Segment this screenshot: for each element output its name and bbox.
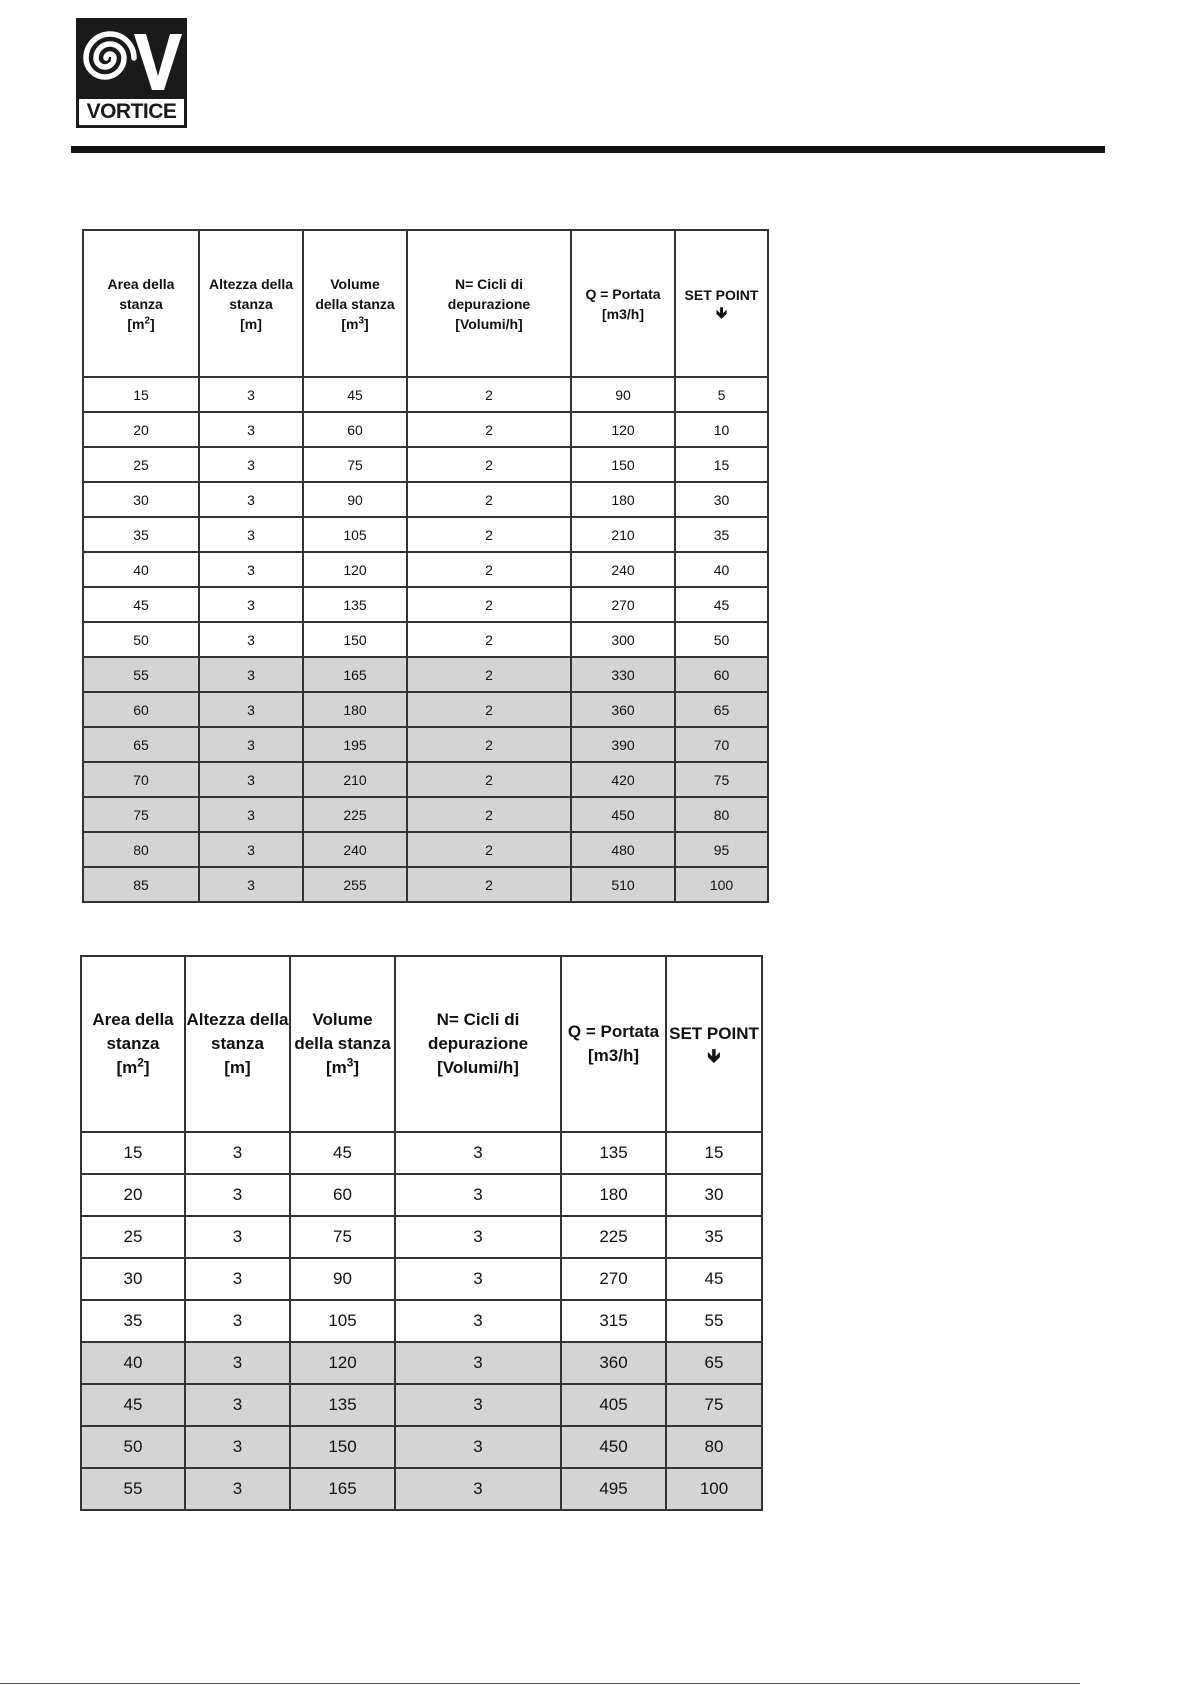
table-row [81,1384,762,1426]
cell-set-point: 50 [675,622,768,657]
cell-volume: 195 [303,727,407,762]
cell-cicli: 2 [407,552,571,587]
table-row [83,692,768,727]
header-line: Volume [330,275,380,292]
header-portata [561,956,666,1132]
cell-cicli: 3 [395,1426,561,1468]
header-line: Area della [107,275,175,292]
cell-set-point: 5 [675,377,768,412]
cell-portata: 270 [571,587,675,622]
header-line: depurazione [447,295,531,312]
cell-volume: 120 [290,1342,395,1384]
cell-altezza: 3 [185,1468,290,1510]
cell-area: 60 [83,692,199,727]
cell-portata: 495 [561,1468,666,1510]
cell-cicli: 2 [407,832,571,867]
cell-set-point: 10 [675,412,768,447]
cell-cicli: 2 [407,622,571,657]
header-unit-exponent: 2 [144,314,150,326]
cell-set-point: 65 [675,692,768,727]
cell-cicli: 3 [395,1300,561,1342]
cell-altezza: 3 [199,587,303,622]
header-line: [m3/h] [588,1046,639,1065]
cell-volume: 165 [303,657,407,692]
header-portata [571,230,675,377]
cell-altezza: 3 [199,832,303,867]
cell-altezza: 3 [199,727,303,762]
table-row [83,377,768,412]
header-line: Area della [92,1010,174,1029]
cell-set-point: 30 [666,1174,762,1216]
cell-area: 70 [83,762,199,797]
table-row [81,1216,762,1258]
table-row [81,1174,762,1216]
cell-area: 40 [83,552,199,587]
header-unit: [m [116,1058,138,1077]
cell-altezza: 3 [199,447,303,482]
cell-portata: 240 [571,552,675,587]
table-row [83,447,768,482]
cell-area: 50 [83,622,199,657]
cell-set-point: 100 [675,867,768,902]
header-set-point [675,230,768,377]
arrow-down-icon: 🡻 [715,305,728,323]
cell-cicli: 2 [407,447,571,482]
cell-volume: 90 [303,482,407,517]
cell-cicli: 2 [407,412,571,447]
spiral-v-icon [76,18,187,100]
cell-portata: 330 [571,657,675,692]
table-cycles-3 [80,955,763,1511]
cell-altezza: 3 [185,1132,290,1174]
cell-altezza: 3 [185,1384,290,1426]
table-row [81,1300,762,1342]
table-row [83,797,768,832]
cell-altezza: 3 [185,1216,290,1258]
cell-volume: 240 [303,832,407,867]
cell-set-point: 100 [666,1468,762,1510]
cell-volume: 150 [290,1426,395,1468]
table-row [83,552,768,587]
cell-set-point: 75 [666,1384,762,1426]
cell-cicli: 3 [395,1384,561,1426]
cell-volume: 150 [303,622,407,657]
cell-volume: 180 [303,692,407,727]
cell-set-point: 80 [675,797,768,832]
cell-area: 85 [83,867,199,902]
cell-volume: 75 [303,447,407,482]
cell-altezza: 3 [199,762,303,797]
cell-altezza: 3 [199,517,303,552]
cell-area: 55 [81,1468,185,1510]
cell-area: 15 [83,377,199,412]
cell-area: 75 [83,797,199,832]
cell-cicli: 2 [407,517,571,552]
cell-area: 15 [81,1132,185,1174]
table-row [83,867,768,902]
cell-area: 45 [81,1384,185,1426]
cell-set-point: 35 [666,1216,762,1258]
cell-area: 25 [81,1216,185,1258]
cell-set-point: 45 [666,1258,762,1300]
header-volume [303,230,407,377]
footer-rule [0,1683,1080,1684]
header-unit-exponent: 2 [137,1055,144,1070]
cell-cicli: 2 [407,727,571,762]
cell-area: 80 [83,832,199,867]
cell-cicli: 3 [395,1132,561,1174]
cell-area: 65 [83,727,199,762]
header-line: Altezza della [208,275,294,292]
cell-altezza: 3 [199,867,303,902]
cell-portata: 450 [561,1426,666,1468]
header-unit: [m] [240,315,262,332]
cell-portata: 480 [571,832,675,867]
header-altezza [199,230,303,377]
cell-altezza: 3 [185,1258,290,1300]
header-unit: [m [127,315,145,332]
cell-portata: 225 [561,1216,666,1258]
cell-set-point: 30 [675,482,768,517]
header-cicli [407,230,571,377]
cell-altezza: 3 [199,482,303,517]
cell-altezza: 3 [185,1174,290,1216]
cell-altezza: 3 [199,552,303,587]
cell-area: 35 [81,1300,185,1342]
header-line: SET POINT [669,1024,759,1044]
table-row [83,657,768,692]
cell-set-point: 70 [675,727,768,762]
table-row [83,832,768,867]
cell-cicli: 2 [407,377,571,412]
header-cicli [395,956,561,1132]
cell-volume: 60 [303,412,407,447]
cell-portata: 360 [571,692,675,727]
vortice-logo [76,18,187,128]
cell-cicli: 2 [407,587,571,622]
cell-cicli: 2 [407,867,571,902]
cell-altezza: 3 [199,412,303,447]
cell-volume: 75 [290,1216,395,1258]
table-cycles-2 [82,229,769,903]
cell-cicli: 3 [395,1174,561,1216]
cell-cicli: 2 [407,692,571,727]
header-unit-end: ] [353,1058,360,1077]
header-unit-end: ] [143,1058,150,1077]
cell-volume: 105 [303,517,407,552]
cell-area: 30 [81,1258,185,1300]
header-line: stanza [119,295,163,312]
cell-portata: 300 [571,622,675,657]
header-rule [71,146,1105,153]
header-line: della stanza [294,1034,391,1053]
header-line: Volume [312,1010,373,1029]
cell-cicli: 2 [407,762,571,797]
cell-portata: 180 [561,1174,666,1216]
table-row [81,1258,762,1300]
table-row [81,1132,762,1174]
cell-volume: 165 [290,1468,395,1510]
header-unit: [m [325,1058,347,1077]
cell-portata: 135 [561,1132,666,1174]
cell-portata: 180 [571,482,675,517]
cell-volume: 135 [290,1384,395,1426]
header-altezza [185,956,290,1132]
header-line: Q = Portata [585,285,661,302]
cell-set-point: 15 [675,447,768,482]
table-row [81,1426,762,1468]
table-row [83,762,768,797]
cell-altezza: 3 [199,692,303,727]
cell-altezza: 3 [185,1300,290,1342]
cell-set-point: 15 [666,1132,762,1174]
header-line: N= Cicli di [436,1010,520,1029]
cell-volume: 120 [303,552,407,587]
cell-cicli: 2 [407,657,571,692]
cell-set-point: 80 [666,1426,762,1468]
cell-altezza: 3 [199,377,303,412]
cell-area: 50 [81,1426,185,1468]
cell-cicli: 3 [395,1258,561,1300]
cell-volume: 45 [290,1132,395,1174]
header-unit: [m [341,315,359,332]
cell-set-point: 40 [675,552,768,587]
table-row [83,412,768,447]
cell-altezza: 3 [185,1426,290,1468]
cell-altezza: 3 [185,1342,290,1384]
header-line: della stanza [315,295,395,312]
header-unit: [Volumi/h] [455,315,523,332]
cell-area: 40 [81,1342,185,1384]
cell-area: 25 [83,447,199,482]
cell-volume: 45 [303,377,407,412]
cell-set-point: 55 [666,1300,762,1342]
cell-altezza: 3 [199,622,303,657]
cell-cicli: 3 [395,1342,561,1384]
header-line: depurazione [427,1034,529,1053]
cell-area: 45 [83,587,199,622]
cell-volume: 255 [303,867,407,902]
cell-area: 20 [81,1174,185,1216]
cell-set-point: 95 [675,832,768,867]
header-unit: [m] [224,1058,251,1077]
cell-volume: 60 [290,1174,395,1216]
cell-set-point: 60 [675,657,768,692]
header-unit: [Volumi/h] [437,1058,519,1077]
cell-portata: 420 [571,762,675,797]
header-unit-end: ] [363,315,369,332]
cell-portata: 450 [571,797,675,832]
header-line: Altezza della [186,1010,289,1029]
cell-cicli: 2 [407,482,571,517]
table-row [83,587,768,622]
header-unit-end: ] [149,315,155,332]
cell-volume: 135 [303,587,407,622]
cell-area: 35 [83,517,199,552]
cell-portata: 315 [561,1300,666,1342]
cell-volume: 225 [303,797,407,832]
logo-wordmark: VORTICE [79,99,184,125]
table-row [81,1342,762,1384]
cell-volume: 105 [290,1300,395,1342]
cell-portata: 210 [571,517,675,552]
cell-portata: 405 [561,1384,666,1426]
header-line: SET POINT [684,287,759,304]
cell-set-point: 45 [675,587,768,622]
table-row [81,1468,762,1510]
header-line: Q = Portata [567,1022,660,1041]
arrow-down-icon: 🡻 [707,1045,721,1067]
cell-portata: 390 [571,727,675,762]
cell-volume: 210 [303,762,407,797]
cell-volume: 90 [290,1258,395,1300]
cell-set-point: 65 [666,1342,762,1384]
cell-set-point: 75 [675,762,768,797]
header-line: N= Cicli di [454,275,524,292]
header-line: stanza [106,1034,160,1053]
header-volume [290,956,395,1132]
cell-area: 55 [83,657,199,692]
header-area [81,956,185,1132]
cell-set-point: 35 [675,517,768,552]
cell-cicli: 2 [407,797,571,832]
header-line: stanza [211,1034,264,1053]
header-unit-exponent: 3 [346,1055,354,1070]
header-line: stanza [229,295,273,312]
cell-altezza: 3 [199,657,303,692]
header-area [83,230,199,377]
cell-altezza: 3 [199,797,303,832]
cell-portata: 150 [571,447,675,482]
header-set-point [666,956,762,1132]
cell-cicli: 3 [395,1216,561,1258]
header-unit-exponent: 3 [358,314,364,326]
header-line: [m3/h] [602,305,644,322]
table-row [83,727,768,762]
cell-portata: 510 [571,867,675,902]
table-row [83,622,768,657]
table-row [83,482,768,517]
cell-area: 20 [83,412,199,447]
cell-portata: 90 [571,377,675,412]
cell-portata: 360 [561,1342,666,1384]
cell-area: 30 [83,482,199,517]
table-row [83,517,768,552]
cell-cicli: 3 [395,1468,561,1510]
cell-portata: 270 [561,1258,666,1300]
cell-portata: 120 [571,412,675,447]
